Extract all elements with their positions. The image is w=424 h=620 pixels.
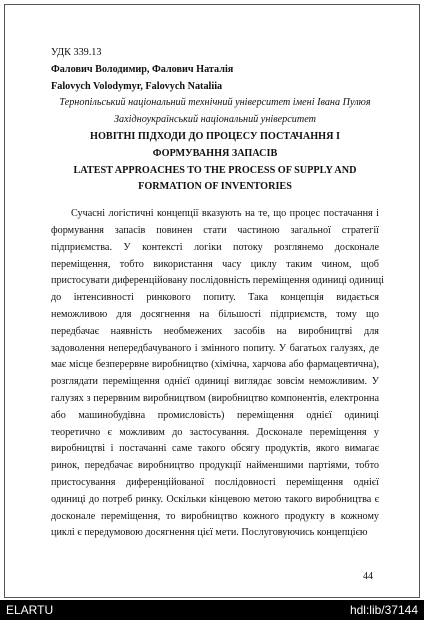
body-line: або машинобудівна промисловість) переміщення однієї одиниці: [51, 409, 379, 421]
document-page: [4, 4, 420, 598]
authors-english: Falovych Volodymyr, Falovych Nataliia: [51, 80, 223, 92]
authors-ukrainian: Фалович Володимир, Фалович Наталія: [51, 63, 234, 75]
body-line: формування запасів повинен стати частиною загальної стратегії: [51, 224, 379, 236]
body-line: неможливою для досягнення на більшості підприємств, тому що: [51, 308, 379, 320]
title-ukrainian-line-2: ФОРМУВАННЯ ЗАПАСІВ: [152, 147, 278, 159]
page-number: 44: [363, 571, 373, 582]
title-ukrainian-line-1: НОВІТНІ ПІДХОДИ ДО ПРОЦЕСУ ПОСТАЧАННЯ І: [90, 130, 340, 142]
affiliation-1: Тернопільський національний технічний університет імені Івана Пулюя: [59, 97, 371, 109]
body-line: одиниці до потреб ринку. Оскільки кінцевою метою такого виробництва є: [51, 493, 379, 505]
body-line: до інтенсивності ринкового попиту. Така концепція видається: [51, 292, 379, 304]
body-line: Сучасні логістичні концепції вказують на те, що процес постачання і: [71, 208, 379, 220]
body-line: галузях з перервним виробництвом (виробництво компонентів, електронна: [51, 392, 379, 404]
body-line: передбачає наявність необмежених засобів на виробництві для: [51, 325, 379, 337]
body-line: ринок, передбачає виробництво продукції найменшими партіями, тобто: [51, 460, 379, 472]
repository-footer: [0, 600, 424, 620]
body-line: пристосування диференційованої послідовності переміщення однієї: [51, 476, 379, 488]
title-english-line-1: LATEST APPROACHES TO THE PROCESS OF SUPPLY AND: [73, 164, 357, 176]
body-line: досконале переміщення, то виробництво кожного продукту в кожному: [51, 510, 379, 522]
udc-code: УДК 339.13: [51, 47, 102, 58]
body-line: має місце безперервне виробництво (хімічна, харчова або фармацевтична),: [51, 359, 379, 371]
page-content: [51, 45, 384, 542]
body-line: циклі є передумовою досягнення цієї мети. Послуговуючись концепцією: [51, 527, 368, 539]
body-line: задоволення непередбачуваного і змінного попиту. У багатьох галузях, де: [51, 342, 379, 354]
body-line: теоретично є можливим до застосування. Досконале переміщення у: [51, 426, 379, 438]
body-line: пристосувати диференційовану послідовність переміщення одиниці одиниці: [51, 275, 384, 287]
body-line: підприємства. У контексті логіки потоку розглянемо досконале: [51, 241, 379, 253]
body-line: виробництві і постачанні саме такого обсягу продуктів, якого вимагає: [51, 443, 379, 455]
body-line: переміщення, тобто використання часу циклу таким чином, щоб: [51, 258, 379, 270]
body-line: розглядати переміщення однієї одиниці виглядає зовсім неможливим. У: [51, 376, 379, 388]
repository-name: ELARTU: [6, 603, 54, 617]
body-paragraph: [51, 206, 384, 542]
affiliation-2: Західноукраїнський національний університет: [114, 114, 316, 126]
handle-identifier: hdl:lib/37144: [349, 603, 418, 617]
title-english-line-2: FORMATION OF INVENTORIES: [138, 181, 292, 193]
